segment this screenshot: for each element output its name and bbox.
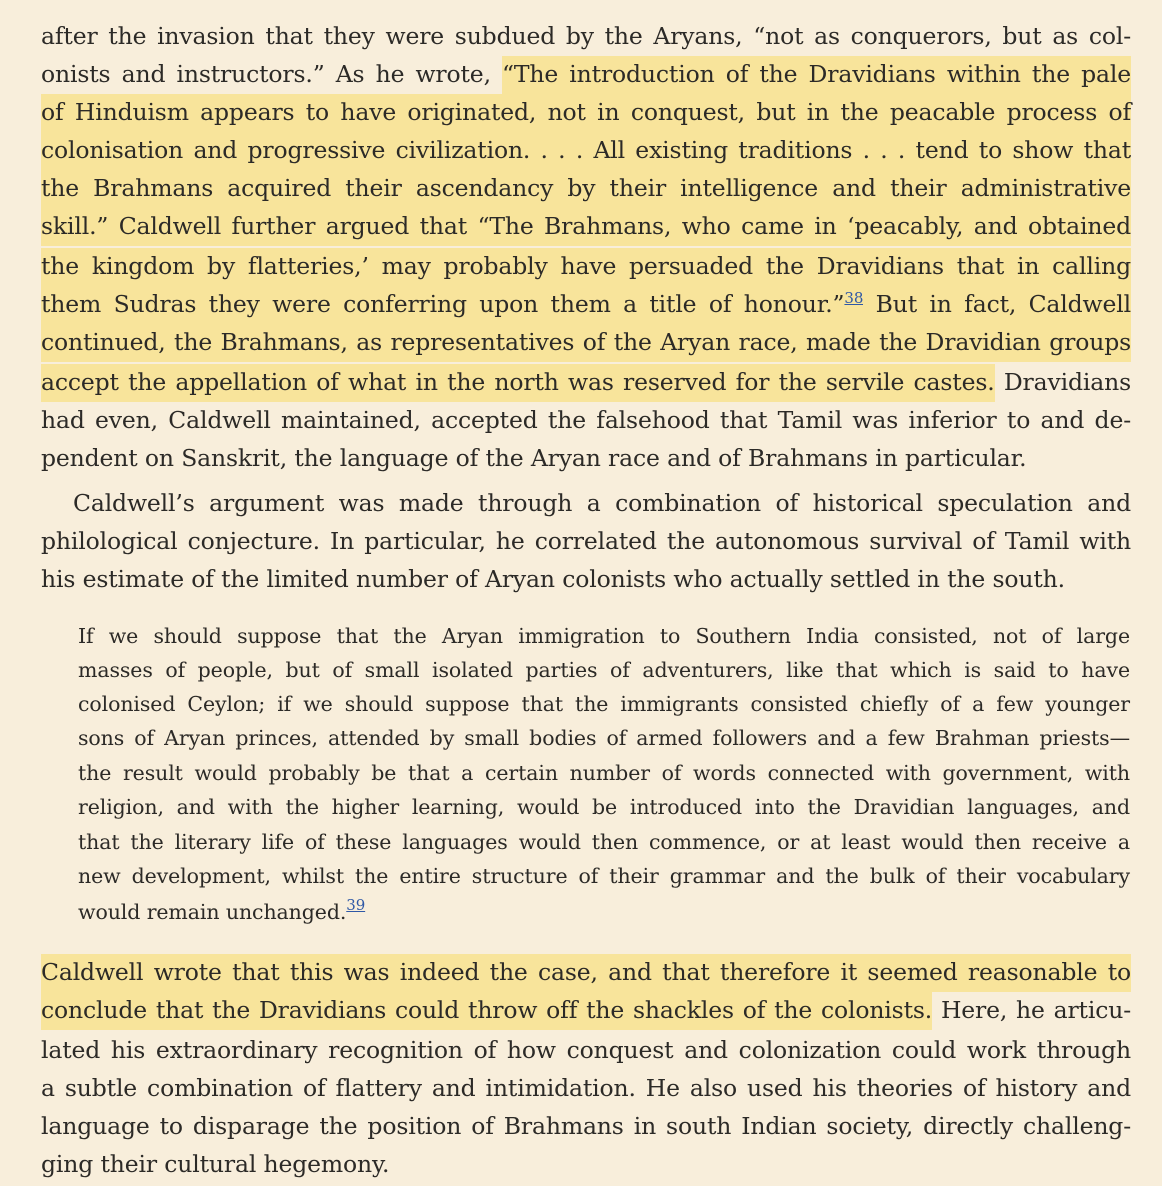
block-quote-line-8: new development, whilst the entire structure of their grammar and the bulk of their vocabulary (78, 864, 1130, 888)
paragraph-1-line-7 (41, 247, 1131, 285)
highlight[interactable]: the kingdom by flatteries,’ may probably have persuaded the Dravidians that in calling (41, 248, 1131, 286)
highlight[interactable]: continued, the Brahmans, as representatives of the Aryan race, made the Dravidian groups (41, 324, 1131, 362)
highlight[interactable]: skill.” Caldwell further argued that “The Brahmans, who came in ‘peacably, and obtained (41, 208, 1131, 246)
paragraph-1-line-1: after the invasion that they were subdued by the Aryans, “not as conquerors, but as col- (41, 22, 1131, 50)
highlight[interactable]: But in fact, Caldwell (863, 286, 1131, 324)
block-quote-line-4: sons of Aryan princes, attended by small bodies of armed followers and a few Brahman priests— (78, 726, 1130, 750)
paragraph-3-line-4: a subtle combination of flattery and intimidation. He also used his theories of history and (41, 1074, 1131, 1102)
highlight[interactable]: them Sudras they were conferring upon them a title of honour.” (41, 286, 844, 324)
block-quote-line-1: If we should suppose that the Aryan immigration to Southern India consisted, not of large (78, 624, 1130, 648)
block-quote-line-6: religion, and with the higher learning, would be introduced into the Dravidian languages, and (78, 795, 1130, 819)
block-quote-line-9: would remain unchanged.$^{39}$ (78, 896, 366, 924)
highlight[interactable]: “The introduction of the Dravidians within the pale (502, 56, 1131, 94)
highlight[interactable]: conclude that the Dravidians could throw off the shackles of the colonists. (41, 992, 932, 1030)
block-quote-line-7: that the literary life of these languages would then commence, or at least would then receive a (78, 830, 1130, 854)
paragraph-1-line-5 (41, 169, 1131, 207)
paragraph-2-line-3: his estimate of the limited number of Aryan colonists who actually settled in the south. (41, 565, 1065, 593)
highlight[interactable]: of Hinduism appears to have originated, not in conquest, but in the peacable process of (41, 94, 1131, 132)
paragraph-1-line-2: onists and instructors.” As he wrote, “The introduction of the Dravidians within the pale (41, 55, 1131, 93)
block-quote-line-5: the result would probably be that a certain number of words connected with government, with (78, 761, 1130, 785)
paragraph-1-line-12: pendent on Sanskrit, the language of the Aryan race and of Brahmans in particular. (41, 444, 1027, 472)
footnote-38-link[interactable]: 38 (844, 289, 864, 307)
paragraph-1-line-9 (41, 323, 1131, 361)
highlight[interactable]: the Brahmans acquired their ascendancy by their intelligence and their administrative (41, 170, 1131, 208)
paragraph-3-line-1 (41, 953, 1131, 991)
paragraph-1-line-4 (41, 131, 1131, 169)
paragraph-3-line-2: conclude that the Dravidians could throw off the shackles of the colonists. Here, he articu- (41, 991, 1131, 1029)
paragraph-1-line-8 (41, 285, 1131, 323)
paragraph-1-line-10: accept the appellation of what in the north was reserved for the servile castes. Dravidians (41, 363, 1131, 401)
highlight[interactable]: colonisation and progressive civilization. . . . All existing traditions . . . tend to show that (41, 132, 1131, 170)
highlight[interactable]: Caldwell wrote that this was indeed the case, and that therefore it seemed reasonable to (41, 954, 1131, 992)
paragraph-2-line-1: Caldwell’s argument was made through a combination of historical speculation and (73, 489, 1131, 517)
block-quote-line-3: colonised Ceylon; if we should suppose that the immigrants consisted chiefly of a few younger (78, 692, 1130, 716)
paragraph-1-line-6 (41, 207, 1131, 245)
paragraph-1-line-11: had even, Caldwell maintained, accepted the falsehood that Tamil was inferior to and de- (41, 406, 1131, 434)
paragraph-3-line-5: language to disparage the position of Brahmans in south Indian society, directly challeng- (41, 1112, 1131, 1140)
paragraph-2-line-2: philological conjecture. In particular, he correlated the autonomous survival of Tamil with (41, 527, 1131, 555)
paragraph-1-line-3 (41, 93, 1131, 131)
highlight[interactable]: accept the appellation of what in the north was reserved for the servile castes. (41, 364, 995, 402)
paragraph-3-line-3: lated his extraordinary recognition of how conquest and colonization could work through (41, 1036, 1131, 1064)
block-quote-line-2: masses of people, but of small isolated parties of adventurers, like that which is said to have (78, 658, 1130, 682)
footnote-39-link[interactable]: 39 (346, 896, 366, 914)
paragraph-3-line-6: ging their cultural hegemony. (41, 1150, 390, 1178)
